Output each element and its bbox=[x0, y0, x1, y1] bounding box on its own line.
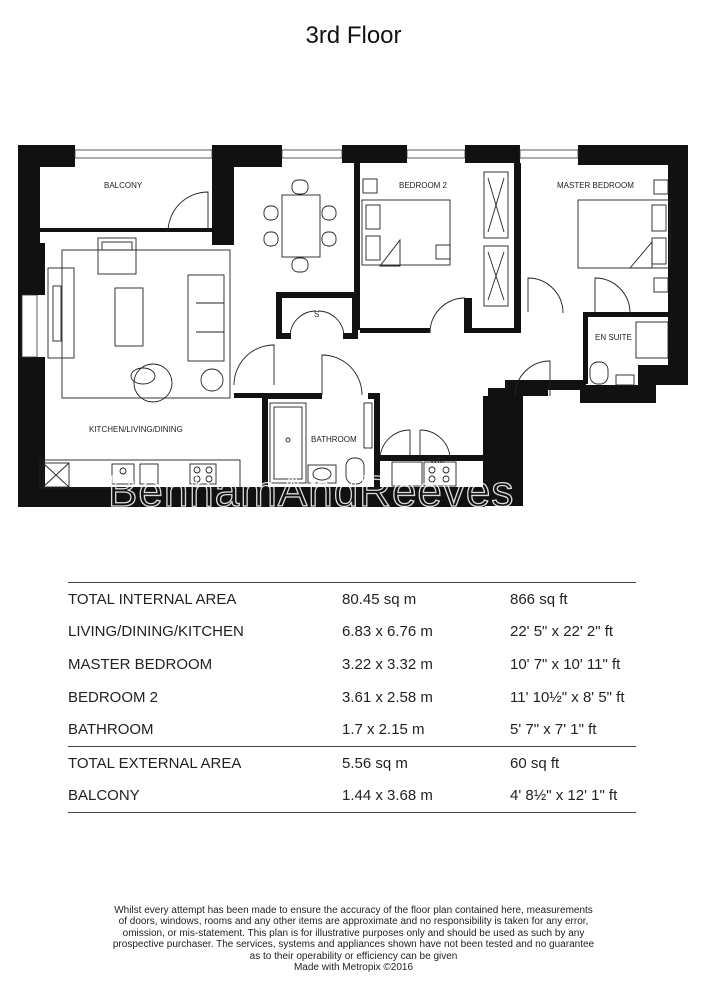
area-row bbox=[68, 681, 636, 714]
area-metric: 1.7 x 2.15 m bbox=[342, 721, 425, 739]
room-label-storage: S bbox=[314, 310, 320, 319]
watermark-text: BenhamAndReeves bbox=[108, 467, 515, 516]
area-imperial: 11' 10½" x 8' 5" ft bbox=[510, 688, 625, 706]
area-metric: 6.83 x 6.76 m bbox=[342, 623, 433, 641]
area-metric: 1.44 x 3.68 m bbox=[342, 780, 510, 813]
area-name: BATHROOM bbox=[68, 721, 154, 739]
area-metric: 80.45 sq m bbox=[342, 583, 510, 616]
area-metric: 3.22 x 3.32 m bbox=[342, 655, 433, 673]
area-name: LIVING/DINING/KITCHEN bbox=[68, 623, 244, 641]
room-label-balcony: BALCONY bbox=[104, 181, 143, 190]
disclaimer-line: omission, or mis-statement. This plan is for illustrative purposes only and should be used as such by any bbox=[122, 927, 585, 939]
area-row bbox=[68, 616, 636, 649]
area-imperial: 5' 7" x 7' 1" ft bbox=[510, 721, 597, 739]
room-label-en-suite: EN SUITE bbox=[595, 333, 632, 342]
disclaimer-line: prospective purchaser. The services, systems and appliances shown have not been tested and no guarantee bbox=[112, 939, 595, 951]
area-name: BALCONY bbox=[68, 780, 342, 813]
area-imperial: 4' 8½" x 12' 1" ft bbox=[510, 780, 636, 813]
interior-walls bbox=[40, 145, 673, 507]
doors bbox=[168, 192, 630, 457]
room-label-bedroom-2: BEDROOM 2 bbox=[399, 181, 448, 190]
area-imperial: 22' 5" x 22' 2" ft bbox=[510, 623, 614, 641]
area-row bbox=[68, 780, 636, 813]
area-name: MASTER BEDROOM bbox=[68, 655, 213, 673]
area-imperial: 10' 7" x 10' 11" ft bbox=[510, 655, 621, 673]
area-name: TOTAL EXTERNAL AREA bbox=[68, 746, 342, 779]
area-row bbox=[68, 713, 636, 746]
area-row bbox=[68, 583, 636, 616]
area-name: TOTAL INTERNAL AREA bbox=[68, 583, 342, 616]
area-row bbox=[68, 648, 636, 681]
disclaimer-line: of doors, windows, rooms and any other items are approximate and no responsibility is taken for any error, bbox=[118, 916, 589, 928]
room-label-master-bedroom: MASTER BEDROOM bbox=[557, 181, 634, 190]
area-imperial: 866 sq ft bbox=[510, 583, 636, 616]
disclaimer bbox=[60, 905, 647, 973]
area-table bbox=[68, 582, 636, 813]
area-metric: 3.61 x 2.58 m bbox=[342, 688, 433, 706]
room-label-wm: WM bbox=[430, 456, 445, 465]
floor-title: 3rd Floor bbox=[305, 22, 402, 49]
area-metric: 5.56 sq m bbox=[342, 746, 510, 779]
area-name: BEDROOM 2 bbox=[68, 688, 159, 706]
furniture bbox=[40, 180, 336, 488]
room-label-bathroom: BATHROOM bbox=[311, 435, 357, 444]
disclaimer-line: as to their operability or efficiency can be given bbox=[249, 950, 458, 962]
room-label-kitchen-living-dining: KITCHEN/LIVING/DINING bbox=[89, 425, 183, 434]
disclaimer-line: Whilst every attempt has been made to ensure the accuracy of the floor plan contained here, measurements bbox=[114, 905, 593, 916]
disclaimer-line: Made with Metropix ©2016 bbox=[293, 962, 414, 974]
area-imperial: 60 sq ft bbox=[510, 746, 636, 779]
area-row bbox=[68, 746, 636, 779]
